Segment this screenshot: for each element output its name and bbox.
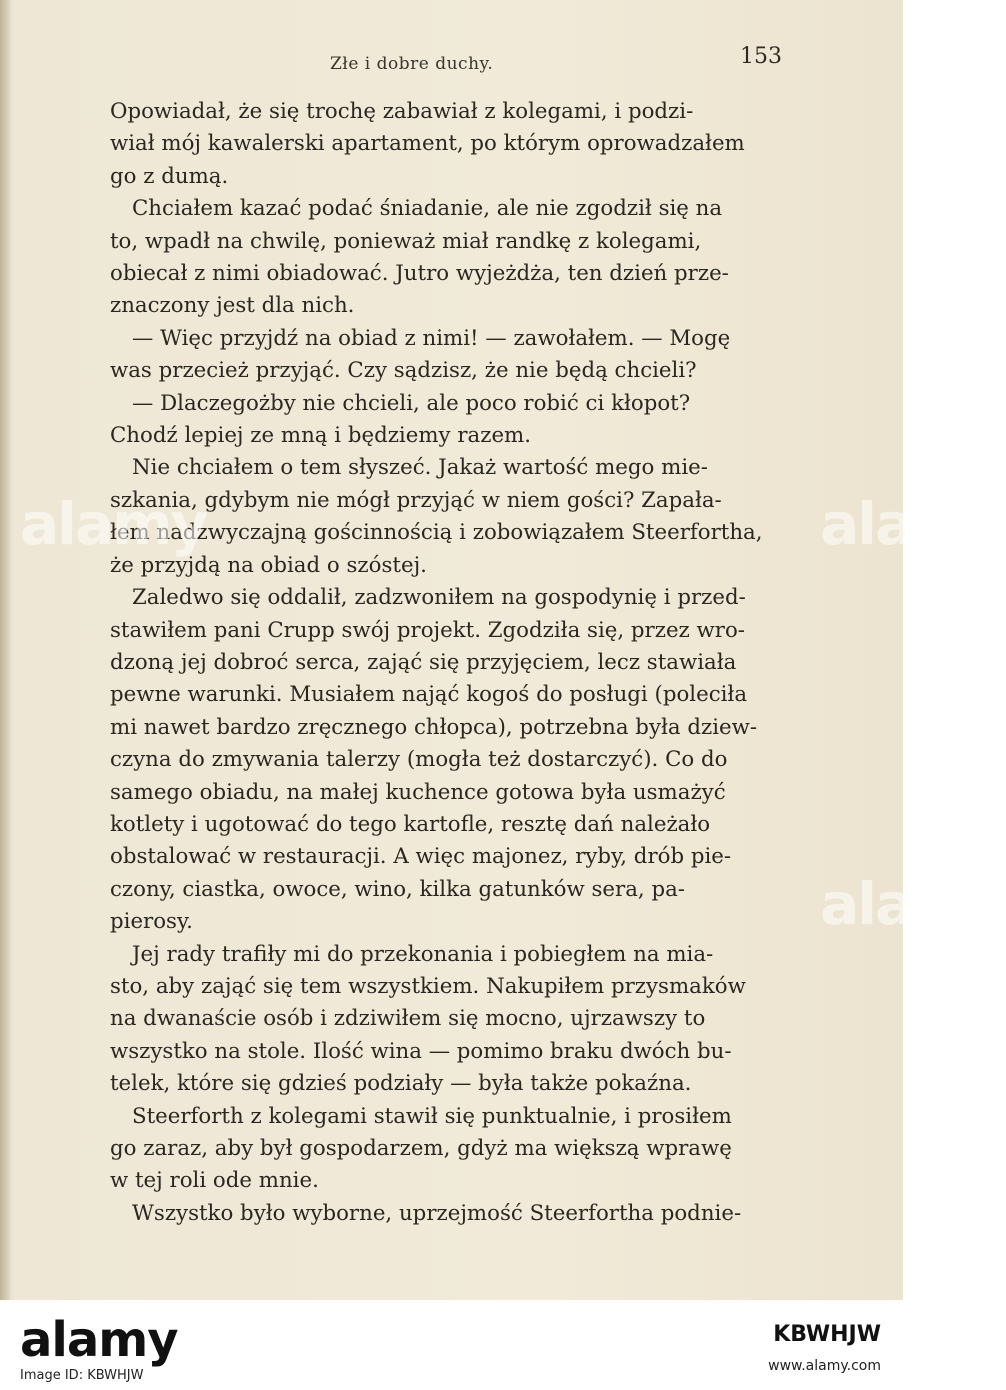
text-line: to, wpadł na chwilę, ponieważ miał randkę z kolegami, xyxy=(110,228,702,254)
text-line: Steerforth z kolegami stawił się punktualnie, i prosiłem xyxy=(132,1103,732,1129)
text-line: telek, które się gdzieś podziały — była także pokaźna. xyxy=(110,1071,692,1097)
text-line: go zaraz, aby był gospodarzem, gdyż ma większą wprawę xyxy=(110,1136,732,1161)
text-line: czony, ciastka, owoce, wino, kilka gatunków sera, pa- xyxy=(110,876,685,902)
text-line: was przecież przyjąć. Czy sądzisz, że nie będą chcieli? xyxy=(110,358,697,384)
paragraph xyxy=(110,193,790,323)
text-line: na dwanaście osób i zdziwiłem się mocno, ujrzawszy to xyxy=(110,1006,706,1032)
text-line: sto, aby zająć się tem wszystkiem. Nakupiłem przysmaków xyxy=(110,973,746,999)
text-line: Jej rady trafiły mi do przekonania i pobiegłem na mia- xyxy=(132,941,714,967)
text-line: wszystko na stole. Ilość wina — pomimo braku dwóch bu- xyxy=(110,1038,732,1064)
text-line: kotlety i ugotować do tego kartofle, resztę dań należało xyxy=(110,811,711,837)
image-id-label: Image ID: KBWHJW xyxy=(20,1368,144,1383)
running-title: Złe i dobre duchy. xyxy=(330,54,494,74)
text-line: stawiłem pani Crupp swój projekt. Zgodziła się, przez wro- xyxy=(110,617,745,643)
watermark-left: alamy xyxy=(20,490,207,558)
text-line: Zaledwo się oddalił, zadzwoniłem na gospodynię i przed- xyxy=(132,585,746,611)
paragraph xyxy=(110,582,790,938)
watermark-right-lower: alamy xyxy=(820,870,1006,938)
text-line: — Dlaczegożby nie chcieli, ale poco robić ci kłopot? xyxy=(132,390,691,416)
paragraph xyxy=(110,452,790,582)
text-line: Opowiadał, że się trochę zabawiał z kolegami, i podzi- xyxy=(110,99,694,124)
page-number: 153 xyxy=(740,44,782,69)
text-line: obiecał z nimi obiadować. Jutro wyjeżdża, ten dzień prze- xyxy=(110,261,729,287)
text-line: szkania, gdybym nie mógł przyjąć w niem gości? Zapała- xyxy=(110,487,722,513)
page-header xyxy=(0,44,903,74)
text-line: pierosy. xyxy=(110,909,193,935)
paragraph xyxy=(110,1101,790,1198)
image-code: KBWHJW xyxy=(773,1322,881,1347)
paragraph xyxy=(110,96,790,193)
text-line: pewne warunki. Musiałem nająć kogoś do posługi (poleciła xyxy=(110,682,748,708)
text-line: czyna do zmywania talerzy (mogła też dostarczyć). Co do xyxy=(110,747,728,773)
paragraph xyxy=(110,1198,790,1230)
text-line: go z dumą. xyxy=(110,163,229,189)
page-edge-shadow xyxy=(0,0,10,1300)
text-line: że przyjdą na obiad o szóstej. xyxy=(110,552,427,578)
text-line: znaczony jest dla nich. xyxy=(110,293,355,319)
text-line: mi nawet bardzo zręcznego chłopca), potrzebna była dziew- xyxy=(110,714,758,740)
text-line: samego obiadu, na małej kuchence gotowa była usmażyć xyxy=(110,779,726,805)
text-line: Chciałem kazać podać śniadanie, ale nie zgodził się na xyxy=(132,196,723,222)
text-line: — Więc przyjdź na obiad z nimi! — zawołałem. — Mogę xyxy=(132,325,731,351)
stock-footer xyxy=(0,1300,903,1390)
text-line: Nie chciałem o tem słyszeć. Jakaż wartość mego mie- xyxy=(132,455,708,481)
paragraph xyxy=(110,388,790,453)
text-line: Wszystko było wyborne, uprzejmość Steerfortha podnie- xyxy=(132,1200,742,1226)
text-line: Chodź lepiej ze mną i będziemy razem. xyxy=(110,423,532,449)
body-text xyxy=(110,96,790,1230)
text-line: obstalować w restauracji. A więc majonez, ryby, drób pie- xyxy=(110,844,732,870)
brand-logo: alamy xyxy=(20,1312,178,1368)
site-url[interactable]: www.alamy.com xyxy=(768,1358,881,1374)
paragraph xyxy=(110,939,790,1101)
text-line: łem nadzwyczajną gościnnością i zobowiązałem Steerfortha, xyxy=(110,520,763,546)
text-line: w tej roli ode mnie. xyxy=(110,1168,319,1194)
paragraph xyxy=(110,323,790,388)
text-line: dzoną jej dobroć serca, zająć się przyjęciem, lecz stawiała xyxy=(110,649,737,675)
watermark-right: alamy xyxy=(820,490,1006,558)
text-line: wiał mój kawalerski apartament, po którym oprowadzałem xyxy=(110,131,745,157)
